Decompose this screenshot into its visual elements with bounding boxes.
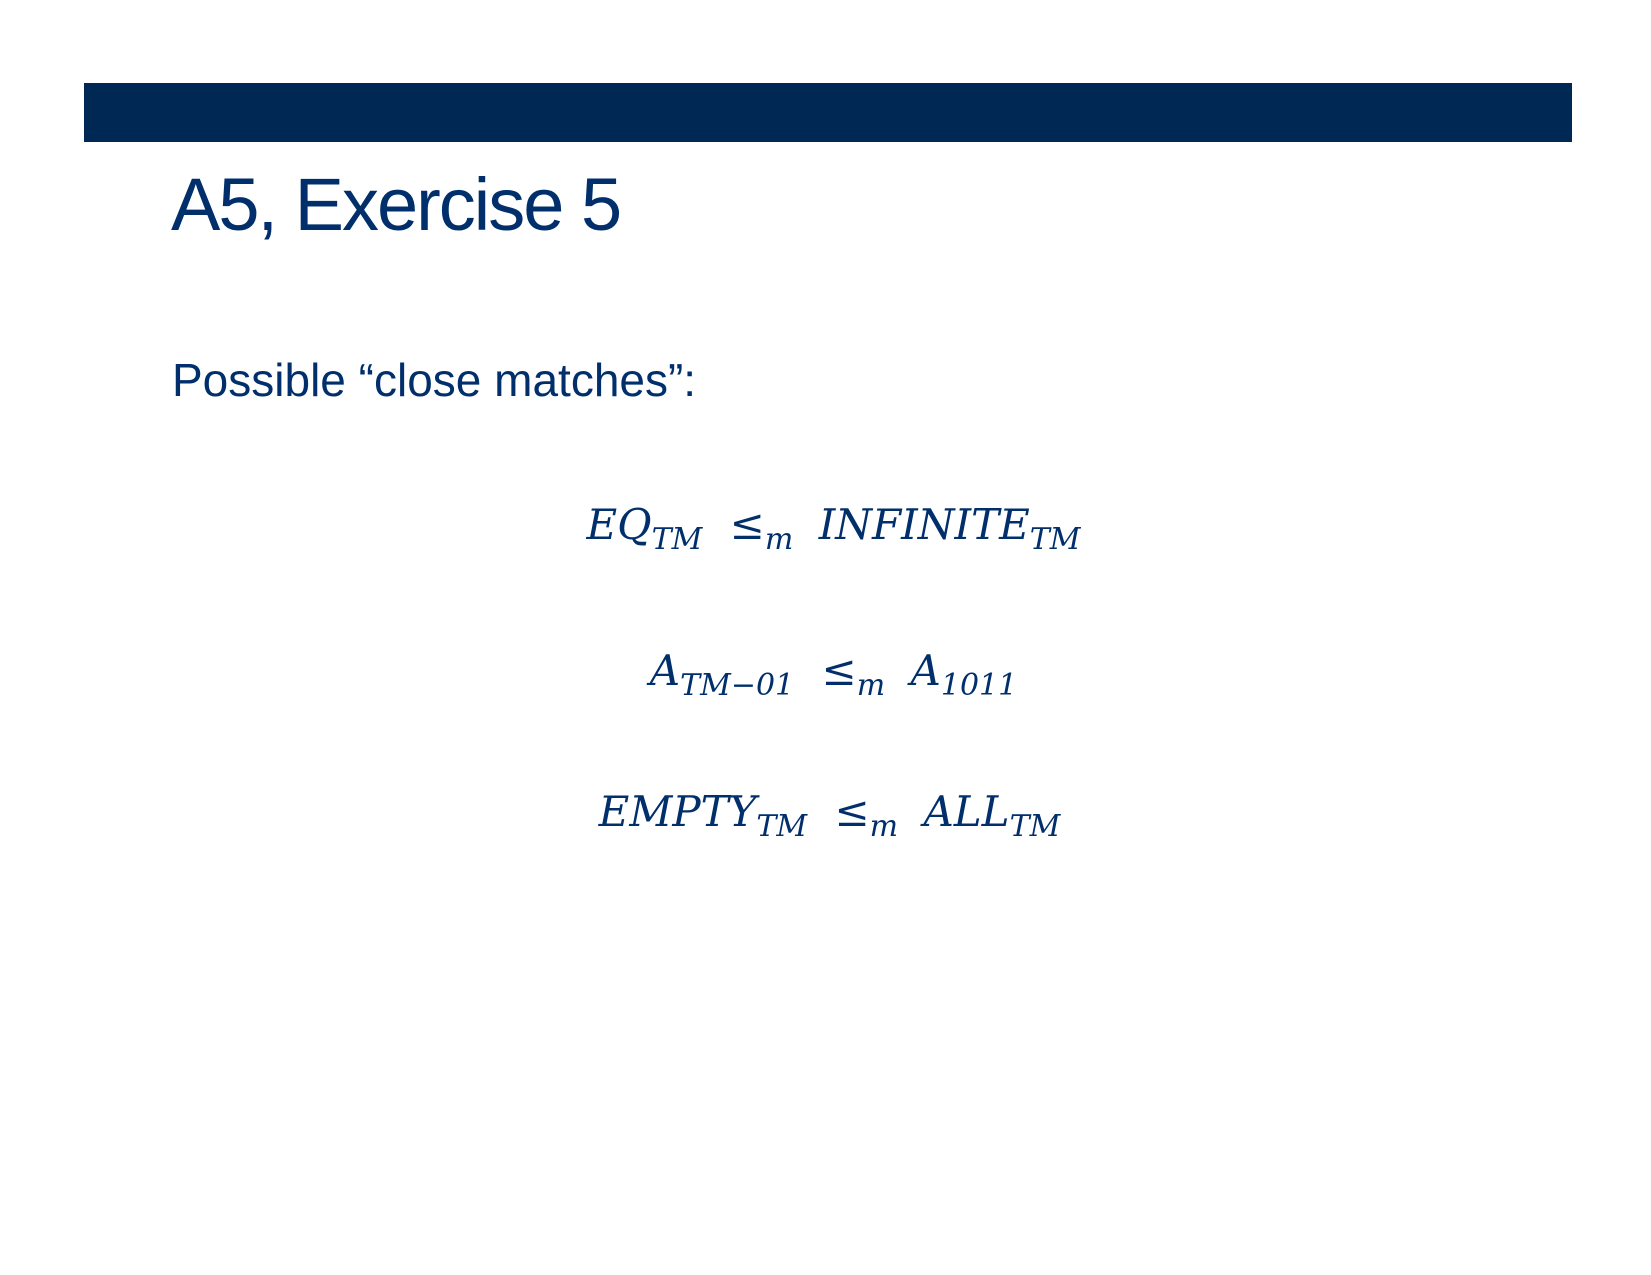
formula-rhs-subscript: TM [1009, 809, 1061, 844]
formula-lhs-subscript: TM−01 [680, 668, 795, 703]
formula-empty-all [4, 782, 1651, 842]
formula-lhs: EQ [586, 500, 652, 549]
formula-relation-subscript: m [764, 522, 794, 557]
formula-rhs: ALL [923, 787, 1010, 836]
formula-rhs: INFINITE [818, 500, 1030, 549]
formula-relation-subscript: m [856, 668, 886, 703]
formula-lhs-subscript: TM [651, 522, 703, 557]
formula-eq-infinite [8, 495, 1651, 555]
formula-atm-a1011 [8, 641, 1651, 701]
formula-rhs-subscript: TM [1029, 522, 1081, 557]
formula-rhs: A [910, 646, 941, 695]
formula-relation: ≤ [834, 787, 870, 836]
intro-text: Possible “close matches”: [172, 354, 697, 406]
formula-relation: ≤ [821, 646, 857, 695]
header-bar [84, 83, 1572, 142]
slide-title: A5, Exercise 5 [171, 163, 621, 246]
formula-lhs-subscript: TM [756, 809, 808, 844]
formula-lhs: EMPTY [598, 787, 757, 836]
formula-lhs: A [649, 646, 681, 695]
formula-relation-subscript: m [869, 809, 899, 844]
formula-relation: ≤ [729, 500, 765, 549]
formula-rhs-subscript: 1011 [940, 668, 1018, 703]
